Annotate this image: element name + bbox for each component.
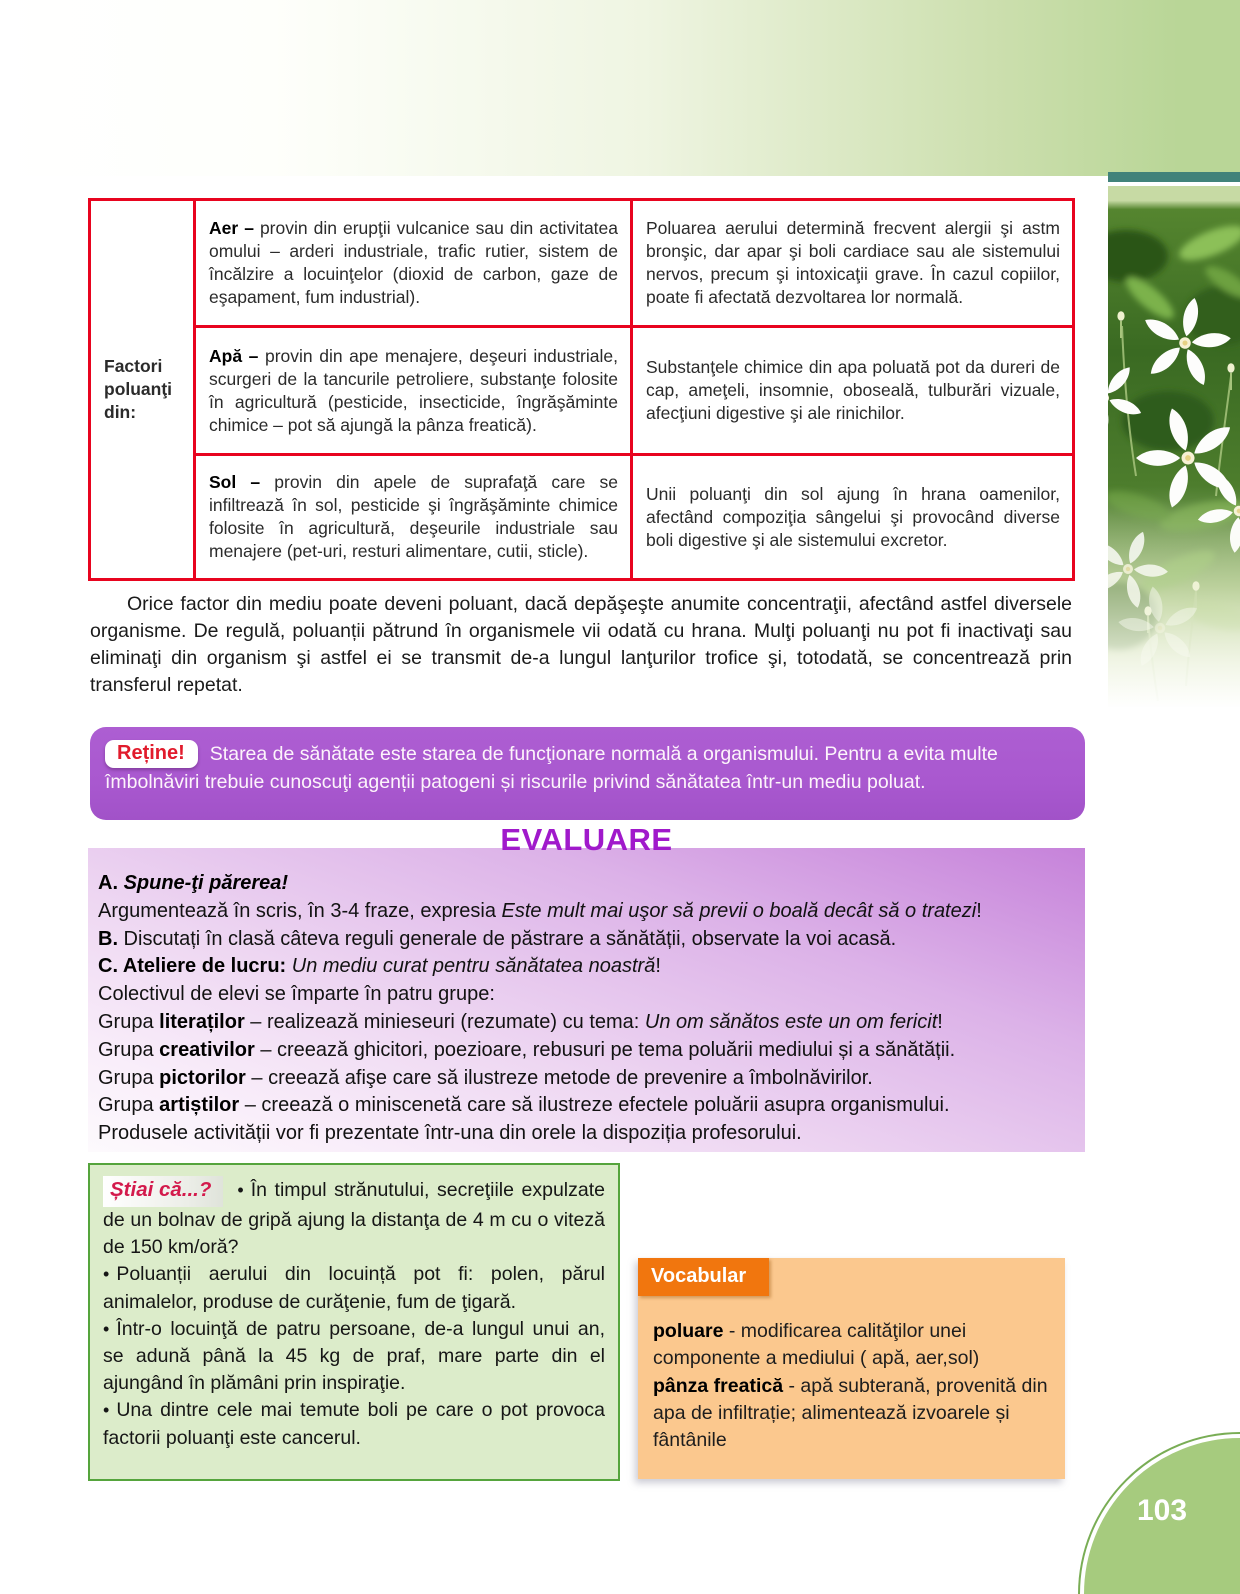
item-a-pre: Argumentează în scris, în 3-4 fraze, expresia	[98, 899, 502, 922]
group-pre: Grupa	[98, 1066, 160, 1089]
group-name: artiștilor	[159, 1094, 240, 1117]
evaluare-group-literati	[98, 1009, 1071, 1037]
apa-effect-cell: Substanţele chimice din apa poluată pot da dureri de cap, ameţeli, insomnie, oboseală, tulburări vizuale, afecţiuni digestive şi ale rinichilor.	[632, 327, 1074, 455]
vocab-definition: - apă subterană, provenită din apa de infiltrație; alimentează izvoarele și fântânile	[653, 1374, 1048, 1452]
vocabular-box	[638, 1258, 1065, 1479]
sol-source-cell	[195, 455, 632, 580]
group-post: !	[937, 1010, 943, 1033]
retine-label: Reține!	[105, 740, 198, 768]
stiai-item-4	[103, 1397, 605, 1451]
retine-text: Starea de sănătate este starea de funcţionare normală a organismului. Pentru a evita multe îmbolnăviri trebuie cunoscuţi agenții patogeni și riscurile privind sănătatea într-un mediu poluat.	[105, 743, 998, 793]
factor-term-aer: Aer –	[209, 218, 260, 238]
item-b-label: B.	[98, 927, 118, 950]
stiai-ca-box	[88, 1163, 620, 1481]
factor-term-sol: Sol –	[209, 472, 275, 492]
pollution-factors-table	[88, 198, 1075, 581]
sol-effect-cell: Unii poluanţi din sol ajung în hrana oamenilor, afectând compoziţia sângelui şi provocând diverse boli digestive şi ale sistemului excretor.	[632, 455, 1074, 580]
aer-source-text: provin din erupţii vulcanice sau din activitatea omului – arderi industriale, trafic rutier, sistem de încălzire a locuinţelor (dioxid de carbon, gaze de eşapament, fum industrial).	[209, 218, 618, 307]
stiai-item-3-text: Într-o locuinţă de patru persoane, de-a lungul unui an, se adună până la 45 kg de praf, mare parte din el ajungând în plămâni prin inspiraţie.	[103, 1317, 605, 1395]
apa-source-text: provin din ape menajere, deşeuri industriale, scurgeri de la tancurile petroliere, substanţe folosite în agricultură (pesticide, insecticide, îngrăşăminte chimice – pot să ajungă la pânza freatică).	[209, 345, 618, 435]
apa-source-cell	[195, 327, 632, 455]
evaluare-item-a-body	[98, 898, 1071, 926]
evaluare-item-a-heading	[98, 870, 1071, 898]
stiai-item-1-text: În timpul strănutului, secreţiile expulzate de un bolnav de gripă ajung la distanţa de 4 m cu o viteză de 150 km/oră?	[103, 1179, 605, 1259]
header-gradient-band	[0, 0, 1240, 176]
group-mid: – creează ghicitori, poezioare, rebusuri pe tema poluării mediului și a sănătății.	[254, 1038, 956, 1061]
evaluare-title: EVALUARE	[500, 822, 673, 857]
group-name: literaților	[159, 1010, 245, 1033]
group-name: pictorilor	[159, 1066, 246, 1089]
item-a-post: !	[976, 899, 982, 922]
bullet-icon: •	[103, 1318, 110, 1339]
evaluare-item-b	[98, 926, 1071, 954]
intro-paragraph: Orice factor din mediu poate deveni poluant, dacă depăşeşte anumite concentraţii, afectând astfel diversele organisme. De regulă, poluanții pătrund în organismele vii odată cu hrana. Mulţi poluanţi nu pot fi inactivaţi sau eliminaţi din organism şi astfel ei se transmit de-a lungul lanţurilor trofice şi, totodată, se concentrează prin transferul repetat.	[90, 593, 1072, 696]
group-pre: Grupa	[98, 1038, 160, 1061]
item-a-label: A.	[98, 872, 124, 894]
group-pre: Grupa	[98, 1010, 160, 1033]
bullet-icon: •	[103, 1264, 110, 1285]
group-mid: – realizează minieseuri (rezumate) cu tema:	[244, 1010, 645, 1033]
stiai-item-2-text: Poluanții aerului din locuință pot fi: polen, părul animalelor, produse de curăţenie, fum de ţigară.	[103, 1263, 605, 1313]
group-mid: – creează afişe care să ilustreze metode de prevenire a îmbolnăvirilor.	[245, 1066, 873, 1089]
stiai-item-4-text: Una dintre cele mai temute boli pe care o pot provoca factorii poluanţi este cancerul.	[103, 1399, 605, 1449]
flower-photo-illustration	[1108, 186, 1240, 707]
item-a-quote: Este mult mai uşor să previi o boală decât să o tratezi	[501, 899, 977, 922]
bullet-icon: •	[237, 1180, 244, 1200]
item-c-post: !	[655, 955, 661, 978]
sol-source-text: provin din apele de suprafaţă care se infiltrează în sol, pesticide şi îngrăşăminte chimice folosite în agricultură, deşeurile industriale sau menajere (pet-uri, resturi alimentare, cutii, sticle).	[209, 472, 619, 561]
retine-box	[90, 727, 1085, 820]
vocab-definition: - modificarea calităţilor unei componente a mediului ( apă, aer,sol)	[653, 1320, 980, 1370]
vocab-entry-poluare	[653, 1318, 1049, 1373]
evaluare-box	[88, 848, 1085, 1152]
evaluare-group-creativi	[98, 1037, 1071, 1065]
vocab-term: poluare	[653, 1320, 724, 1342]
jasmine-flowers-photo	[1108, 186, 1240, 707]
evaluare-outro: Produsele activității vor fi prezentate într-una din orele la dispoziția profesorului.	[98, 1122, 802, 1145]
stiai-item-2	[103, 1261, 605, 1315]
group-quote: Un om sănătos este un om fericit	[644, 1010, 938, 1033]
group-name: creativilor	[159, 1038, 255, 1061]
evaluare-group-pictori	[98, 1065, 1071, 1093]
item-a-heading-text: Spune-ţi părerea!	[123, 872, 289, 894]
evaluare-group-artisti	[98, 1092, 1071, 1120]
factors-header-cell: Factori poluanţi din:	[90, 200, 195, 580]
aer-source-cell	[195, 200, 632, 327]
stiai-ca-label: Știai că...?	[103, 1176, 223, 1207]
stiai-item-1	[103, 1176, 605, 1261]
stiai-item-3	[103, 1316, 605, 1398]
vocabular-tab: Vocabular	[638, 1258, 769, 1296]
evaluare-groups-intro: Colectivul de elevi se împarte în patru grupe:	[98, 983, 495, 1006]
group-pre: Grupa	[98, 1094, 160, 1117]
evaluare-item-c	[98, 953, 1071, 981]
group-mid: – creează o miniscenetă care să ilustreze efectele poluării asupra organismului.	[239, 1094, 950, 1117]
bullet-icon: •	[103, 1400, 110, 1421]
factor-term-apa: Apă –	[209, 345, 265, 366]
table-row-sol	[90, 455, 1074, 580]
item-c-label: C. Ateliere de lucru:	[98, 955, 287, 978]
table-row-apa	[90, 327, 1074, 455]
vocab-term: pânza freatică	[653, 1374, 784, 1397]
table-row-aer	[90, 200, 1074, 327]
vocab-entry-panza-freatica	[653, 1373, 1049, 1455]
teal-accent-bar	[1108, 172, 1240, 182]
item-b-text: Discutați în clasă câteva reguli generale de păstrare a sănătății, observate la voi acasă.	[118, 927, 897, 950]
item-c-quote: Un mediu curat pentru sănătatea noastră	[286, 955, 656, 978]
page-number: 103	[1136, 1494, 1188, 1527]
aer-effect-cell: Poluarea aerului determină frecvent alergii şi astm bronşic, dar apar şi boli cardiace sau ale sistemului nervos, precum şi intoxicaţii grave. În cazul copiilor, poate fi afectată dezvoltarea lor normală.	[632, 200, 1074, 327]
